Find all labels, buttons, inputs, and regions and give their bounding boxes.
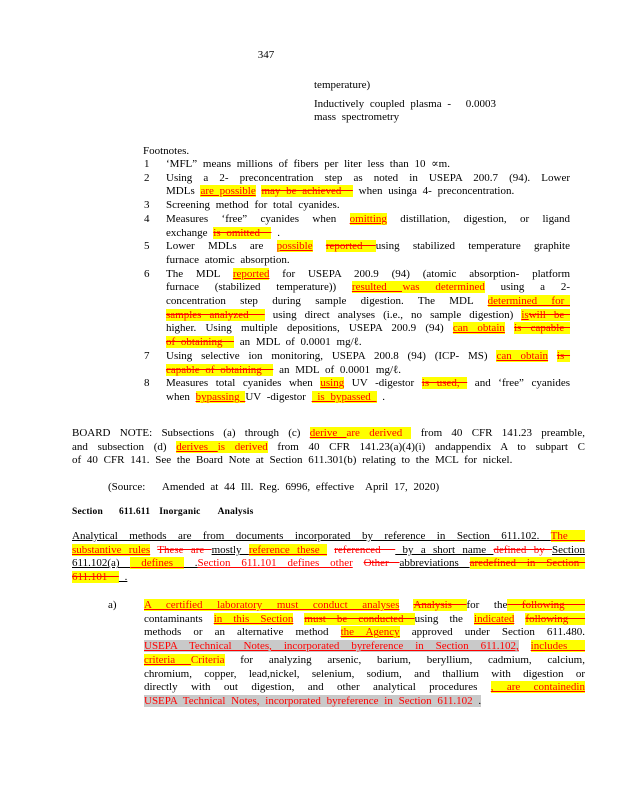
footnote-item <box>144 199 570 213</box>
text-segment: Other <box>363 557 400 570</box>
text-line <box>72 454 585 468</box>
text-segment: derives <box>176 440 218 453</box>
text-line <box>72 427 585 441</box>
subsection-a-text <box>144 599 585 709</box>
footnote-item <box>144 268 570 350</box>
text-segment: using a 2- <box>484 281 570 294</box>
text-segment: possible <box>276 240 313 253</box>
footnote-number: 2 <box>144 171 150 184</box>
text-segment: of 40 CFR 141. See the Board Note at Section 611.301(b) relating to the MCL for nickel. <box>72 454 513 467</box>
footnote-text <box>166 172 570 199</box>
text-line <box>166 295 570 309</box>
text-segment: Using selective ion monitoring, USEPA 200.8 (94) (ICP- MS) <box>166 349 497 362</box>
footnotes-list <box>144 158 570 405</box>
footnote-item <box>144 240 570 267</box>
text-line <box>144 626 585 640</box>
footnote-text <box>166 213 570 240</box>
text-line <box>144 640 585 654</box>
text-line <box>72 544 585 558</box>
text-segment: concentration step during sample digestion. The MDL <box>166 295 488 308</box>
text-segment: an MDL of 0.0001 mg/ℓ. <box>273 363 402 376</box>
text-line <box>166 336 570 350</box>
text-segment: furnace atomic absorption. <box>166 253 290 266</box>
text-segment: is omitted <box>213 226 272 239</box>
text-line <box>72 441 585 455</box>
text-segment <box>519 640 531 652</box>
text-segment: Analytical methods are from documents incorporated by reference in Section 611.102. <box>72 530 551 542</box>
text-segment: and subsection (d) <box>72 440 177 453</box>
text-segment: . <box>118 571 128 584</box>
section-heading <box>72 507 254 517</box>
text-segment: methods or an alternative method <box>144 626 341 639</box>
text-line <box>166 391 570 405</box>
text-line <box>166 227 570 241</box>
text-segment: UV -digestor <box>344 377 422 390</box>
text-segment: distillation, digestion, or ligand <box>386 212 570 225</box>
text-segment: Measures ‘free” cyanides when <box>166 212 350 225</box>
text-segment: . <box>376 390 386 403</box>
footnote-item <box>144 158 570 172</box>
text-segment: Screening method for total cyanides. <box>166 199 340 212</box>
text-segment: can obtain <box>452 322 505 335</box>
text-segment: reference these <box>248 543 327 556</box>
text-segment: for the <box>466 599 508 611</box>
text-segment: 611.101 <box>72 571 119 584</box>
text-segment: USEPA Technical Notes, incorporated byreference in Section 611.102, <box>144 640 519 653</box>
text-segment: criteria <box>144 653 191 666</box>
text-segment: using the <box>414 612 475 625</box>
text-segment: reported <box>325 240 376 253</box>
section-heading-word: Section <box>72 507 103 517</box>
text-segment: derive <box>309 427 347 439</box>
text-segment <box>293 613 304 625</box>
text-segment: UV -digestor <box>245 390 312 403</box>
text-segment: samples analyzed <box>166 308 265 321</box>
text-segment: referenced <box>334 543 396 556</box>
text-segment: capable of obtaining <box>166 363 274 376</box>
text-segment: are derived <box>346 427 412 439</box>
text-line <box>166 240 570 254</box>
text-segment: when usinga 4- preconcentration. <box>352 185 515 198</box>
text-segment: These are <box>157 543 212 556</box>
footnote-number: 5 <box>144 240 150 253</box>
text-segment: higher. Using multiple depositions, USEPA 200.9 (94) <box>166 322 453 335</box>
intro-paragraph <box>72 530 585 585</box>
text-line <box>72 530 585 544</box>
text-segment: BOARD NOTE: Subsections (a) through (c) <box>72 427 310 439</box>
text-segment: must be conducted <box>304 612 415 625</box>
text-segment: reported <box>232 267 270 280</box>
text-segment: defined by <box>493 543 553 556</box>
text-segment: indicated <box>474 612 515 625</box>
text-segment: are possible <box>200 185 256 198</box>
table-row-icp-ms <box>314 98 496 112</box>
text-segment: Section <box>552 543 586 556</box>
text-segment: Analysis <box>413 599 467 611</box>
text-segment: will be <box>528 308 570 321</box>
text-line <box>144 654 585 668</box>
text-segment: is capable <box>514 322 570 335</box>
text-line <box>166 268 570 282</box>
text-line <box>166 377 570 391</box>
footnotes-label: Footnotes. <box>143 145 190 157</box>
text-segment: using direct analyses (i.e., no sample digestion) <box>264 308 522 321</box>
text-segment: is <box>521 308 529 321</box>
text-line <box>166 199 570 213</box>
text-segment: , are containedin <box>490 681 585 694</box>
text-segment: following <box>525 612 586 625</box>
text-segment: substantive rules <box>72 543 151 556</box>
text-segment: for USEPA 200.9 (94) (atomic absorption- platform <box>269 267 571 280</box>
text-line <box>144 681 585 695</box>
text-segment: Lower MDLs are <box>166 240 277 253</box>
text-segment: mostly <box>211 543 249 556</box>
text-line <box>166 213 570 227</box>
text-line <box>166 254 570 268</box>
footnote-number: 1 <box>144 158 150 170</box>
text-segment: from 40 CFR 141.23(a)(4)(i) andappendix A to subpart C <box>267 440 585 453</box>
text-line <box>144 599 585 613</box>
text-line <box>144 613 585 627</box>
text-segment: . <box>271 226 280 239</box>
text-segment: A certified laboratory must conduct analyses <box>144 599 400 611</box>
text-line <box>72 557 585 571</box>
text-segment: ‘MFL” means millions of fibers per liter less than 10 ∝m. <box>166 158 450 170</box>
text-segment: defines <box>130 557 184 570</box>
text-segment: USEPA Technical Notes, incorporated byreference in Section 611.102 <box>144 694 473 707</box>
text-segment: exchange <box>166 226 214 239</box>
footnote-item <box>144 377 570 404</box>
text-segment <box>399 599 413 611</box>
text-line <box>166 364 570 378</box>
text-segment: Section 611.101 defines other <box>197 557 353 570</box>
text-line <box>166 322 570 336</box>
footnote-item <box>144 172 570 199</box>
footnote-item <box>144 213 570 240</box>
text-segment <box>514 613 525 625</box>
text-segment: following <box>507 599 585 611</box>
text-segment: . <box>472 694 482 707</box>
section-heading-number: 611.611 <box>118 507 151 517</box>
text-segment: The MDL <box>166 267 233 280</box>
text-segment: abbreviations <box>399 557 470 570</box>
text-segment: in this Section <box>213 612 294 625</box>
text-segment: aredefined in Section <box>469 557 586 570</box>
footnote-text <box>166 240 570 267</box>
method-name-continued: mass spectrometry <box>314 111 400 124</box>
text-line <box>166 281 570 295</box>
text-segment: by a short name <box>395 543 494 556</box>
method-name: Inductively coupled plasma - <box>314 97 451 110</box>
text-line <box>166 350 570 364</box>
text-segment: can obtain <box>496 349 549 362</box>
text-segment: when <box>166 390 196 403</box>
text-segment <box>353 557 364 569</box>
footnote-number: 3 <box>144 199 150 212</box>
text-segment: furnace (stabilized temperature)) <box>166 281 352 294</box>
text-segment: using stabilized temperature graphite <box>375 240 570 253</box>
footnote-number: 4 <box>144 212 150 225</box>
text-segment: directly with out digestion, and other analytical procedures <box>144 681 491 694</box>
text-line <box>166 158 570 172</box>
mdl-table-fragment <box>314 79 496 125</box>
text-segment: MDLs <box>166 185 201 198</box>
source-note: (Source: Amended at 44 Ill. Reg. 6996, effective April 17, 2020) <box>108 481 440 493</box>
footnote-number: 6 <box>144 267 150 280</box>
text-segment: . <box>183 557 198 570</box>
text-segment: for analyzing arsenic, barium, beryllium, cadmium, calcium, <box>224 653 585 666</box>
mdl-value: 0.0003 <box>465 97 496 110</box>
text-line <box>166 185 570 199</box>
text-segment: approved under Section 611.480. <box>399 626 585 639</box>
text-segment: of obtaining <box>166 336 234 349</box>
text-segment: Measures total cyanides when <box>166 377 321 390</box>
text-line <box>72 571 585 585</box>
footnote-item <box>144 350 570 377</box>
text-segment: chromium, copper, lead,nickel, selenium, sodium, and thallium with digestion or <box>144 667 585 680</box>
text-segment: an MDL of 0.0001 mg/ℓ. <box>233 336 362 349</box>
footnote-text <box>166 268 570 350</box>
text-segment: is bypassed <box>311 390 377 403</box>
text-segment: contaminants <box>144 612 214 625</box>
text-line <box>166 172 570 186</box>
section-heading-word: Inorganic <box>159 507 201 517</box>
text-segment: resulted <box>351 281 403 294</box>
text-line <box>144 695 585 709</box>
text-line <box>166 309 570 323</box>
text-segment: was determined <box>402 281 485 294</box>
footnote-number: 8 <box>144 377 150 390</box>
text-segment <box>505 322 514 334</box>
table-cell-temperature: temperature) <box>314 79 371 91</box>
text-segment: bypassing <box>195 390 246 403</box>
subsection-label: a) <box>108 599 117 611</box>
text-segment: from 40 CFR 141.23 preamble, <box>411 427 585 439</box>
text-segment: includes <box>530 640 585 653</box>
text-segment: determined for <box>487 295 570 308</box>
text-line <box>144 668 585 682</box>
text-segment: Using a 2- preconcentration step as noted in USEPA 200.7 (94). Lower <box>166 171 570 184</box>
section-heading-word: Analysis <box>217 507 254 517</box>
board-note-paragraph <box>72 427 585 468</box>
text-segment: omitting <box>349 212 387 225</box>
footnote-text <box>166 377 570 404</box>
footnote-text <box>166 199 570 213</box>
text-segment: is derived <box>217 440 268 453</box>
text-segment: is <box>556 349 571 362</box>
footnote-number: 7 <box>144 349 150 362</box>
text-segment: The <box>550 530 585 542</box>
page-number: 347 <box>257 49 275 61</box>
text-segment: 611.102(a) <box>72 557 131 570</box>
text-segment: and ‘free” cyanides <box>467 377 570 390</box>
text-segment: Criteria <box>190 653 225 666</box>
text-segment: the Agency <box>340 626 400 639</box>
text-segment: using <box>320 377 345 390</box>
footnote-text <box>166 350 570 377</box>
text-segment: is used, <box>421 377 468 390</box>
footnote-text <box>166 158 570 172</box>
text-segment <box>313 240 326 252</box>
text-segment: may be achieved <box>261 185 353 198</box>
text-segment <box>548 350 557 362</box>
